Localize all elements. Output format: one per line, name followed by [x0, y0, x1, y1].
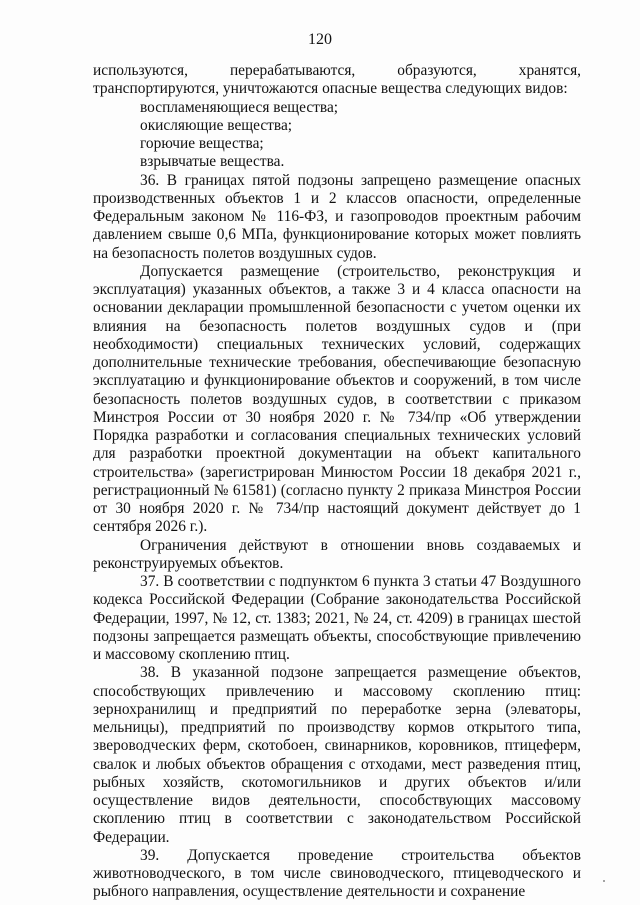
- list-item: воспламеняющиеся вещества;: [140, 98, 339, 116]
- paragraph-38: 38. В указанной подзоне запрещается размещение объектов, способствующих привлечению и массовому скоплению птиц: зернохранилищ и предприятий по переработке зерна (элеваторы, мельницы), предприятий по производству кормов открытого типа, звероводческих ферм, скотобоен, свинарников, коровников, птицеферм, свалок и любых объектов обращения с отходами, мест разведения птиц, рыбных хозяйств, скотомогильников и других объектов и/или осуществление видов деятельности, способствующих массовому скоплению птиц в соответствии с законодательством Российской Федерации.: [93, 664, 581, 846]
- list-item: взрывчатые вещества.: [140, 153, 285, 171]
- paragraph-intro: используются, перерабатываются, образуются, хранятся, транспортируются, уничтожаются опасные вещества следующих видов:: [93, 62, 581, 98]
- paragraph-37: 37. В соответствии с подпунктом 6 пункта 3 статьи 47 Воздушного кодекса Российской Федерации (Собрание законодательства Российской Федерации, 1997, № 12, ст. 1383; 2021, № 24, ст. 4209) в границах шестой подзоны запрещается размещать объекты, способствующие привлечению и массовому скоплению птиц.: [93, 573, 581, 663]
- paragraph-36-permission: Допускается размещение (строительство, реконструкция и эксплуатация) указанных объектов, а также 3 и 4 класса опасности на основании декларации промышленной безопасности с учетом оценки их влияния на безопасность полетов воздушных судов и (при необходимости) специальных технических условий, содержащих дополнительные технические требования, обеспечивающие безопасную эксплуатацию и функционирование объектов и сооружений, в том числе безопасность полетов воздушных судов, в соответствии с приказом Минстроя России от 30 ноября 2020 г. № 734/пр «Об утверждении Порядка разработки и согласования специальных технических условий для разработки проектной документации на объект капитального строительства» (зарегистрирован Минюстом России 18 декабря 2021 г., регистрационный № 61581) (согласно пункту 2 приказа Минстроя России от 30 ноября 2020 г. № 734/пр настоящий документ действует до 1 сентября 2026 г.).: [93, 262, 581, 536]
- paragraph-36-restrictions: Ограничения действуют в отношении вновь создаваемых и реконструируемых объектов.: [93, 536, 581, 572]
- scan-speck: [603, 880, 605, 882]
- paragraph-36: 36. В границах пятой подзоны запрещено размещение опасных производственных объектов 1 и 2 классов опасности, определенные Федеральным законом № 116-ФЗ, и газопроводов проектным рабочим давлением свыше 0,6 МПа, функционирование которых может повлиять на безопасность полетов воздушных судов.: [93, 171, 581, 262]
- list-item: окисляющие вещества;: [140, 116, 293, 134]
- document-body: [93, 62, 581, 902]
- paragraph-39: 39. Допускается проведение строительства объектов животноводческого, в том числе свиноводческого, птицеводческого и рыбного направления, осуществление деятельности и сохранение: [93, 846, 581, 901]
- page-number: 120: [308, 31, 332, 48]
- list-item: горючие вещества;: [140, 135, 264, 152]
